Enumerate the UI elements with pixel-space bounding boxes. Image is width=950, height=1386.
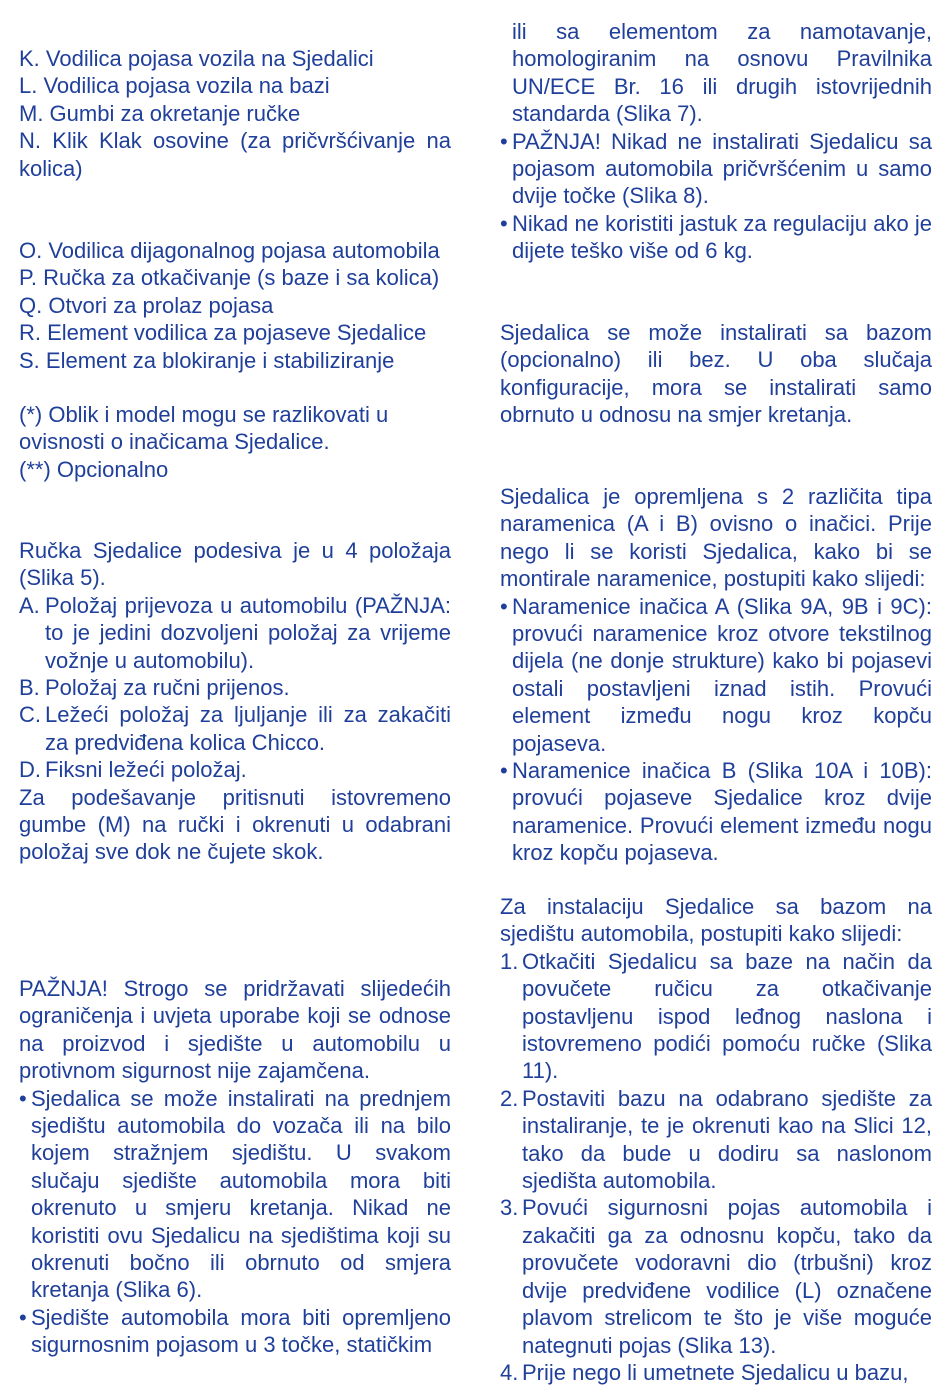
legend-item: P. Ručka za otkačivanje (s baze i sa kolica) bbox=[19, 265, 440, 291]
bullet-item bbox=[500, 593, 932, 757]
legend-list-o-s bbox=[19, 237, 451, 374]
bullet-marker: • bbox=[500, 593, 508, 619]
bullet-text: ili sa elementom za namotavanje, homologiranim na osnovu Pravilnika UN/ECE Br. 16 ili drugih istovrijednih standarda (Slika 7). bbox=[512, 19, 932, 127]
step-item bbox=[500, 1194, 932, 1358]
bullet-text: Nikad ne koristiti jastuk za regulaciju ako je dijete teško više od 6 kg. bbox=[512, 210, 932, 264]
warning-continued-section bbox=[500, 18, 932, 265]
warning-section bbox=[19, 975, 451, 1359]
list-item bbox=[19, 701, 451, 756]
bullet-text: Sjedište automobila mora biti opremljeno sigurnosnim pojasom u 3 točke, statičkim bbox=[31, 1304, 451, 1358]
list-marker: B. bbox=[19, 675, 40, 701]
bullet-item bbox=[19, 1304, 451, 1359]
handle-intro: Ručka Sjedalice podesiva je u 4 položaja (Slika 5). bbox=[19, 538, 451, 591]
straps-intro: Sjedalica je opremljena s 2 različita tipa naramenica (A i B) ovisno o inačici. Prije nego li se koristi Sjedalica, kako bi se montirale naramenice, postupiti kako slijedi: bbox=[500, 484, 932, 592]
legend-item: K. Vodilica pojasa vozila na Sjedalici bbox=[19, 46, 374, 71]
base-install-section bbox=[500, 893, 932, 1386]
legend-item: R. Element vodilica za pojaseve Sjedalice bbox=[19, 320, 427, 346]
handle-section bbox=[19, 537, 451, 866]
bullet-text: Sjedalica se može instalirati na prednjem sjedištu automobila do vozača ili na bilo kojem stražnjem sjedištu. U svakom slučaju sjedište automobila mora biti okrenuto u smjeru kretanja. Nikad ne koristiti ovu Sjedalicu na sjedištima koji su okrenuti bočno ili obrnuto od smjera kretanja (Slika 6). bbox=[31, 1085, 451, 1303]
bullet-continuation bbox=[500, 18, 932, 128]
notes bbox=[19, 401, 451, 483]
note-optional: (**) Opcionalno bbox=[19, 456, 169, 482]
bullet-text: Naramenice inačica A (Slika 9A, 9B i 9C): provući naramenice kroz otvore tekstilnog dijela (ne donje strukture) kako bi pojasevi ostali postavljeni iznad istih. Provući element između nogu kroz kopču pojaseva. bbox=[512, 593, 932, 756]
list-marker: A. bbox=[19, 592, 40, 618]
bullet-marker: • bbox=[19, 1304, 27, 1330]
legend-item: S. Element za blokiranje i stabiliziranje bbox=[19, 347, 395, 373]
step-number: 4. bbox=[500, 1359, 519, 1385]
legend-item: M. Gumbi za okretanje ručke bbox=[19, 100, 301, 126]
list-marker: C. bbox=[19, 702, 41, 728]
list-item bbox=[19, 592, 451, 674]
step-item bbox=[500, 948, 932, 1085]
bullet-item bbox=[500, 128, 932, 210]
list-text: Položaj prijevoza u automobilu (PAŽNJA: to je jedini dozvoljeni položaj za vrijeme vožnje u automobilu). bbox=[45, 592, 451, 673]
bullet-marker: • bbox=[500, 128, 508, 154]
step-text: Prije nego li umetnete Sjedalicu u bazu, bbox=[522, 1359, 909, 1385]
list-item bbox=[19, 756, 451, 783]
bullet-item bbox=[500, 210, 932, 265]
bullet-item bbox=[19, 1085, 451, 1304]
list-marker: D. bbox=[19, 757, 41, 783]
legend-item: Q. Otvori za prolaz pojasa bbox=[19, 292, 274, 318]
bullet-marker: • bbox=[500, 758, 508, 784]
note-variant: (*) Oblik i model mogu se razlikovati u ovisnosti o inačicama Sjedalice. bbox=[19, 402, 389, 455]
base-intro: Za instalaciju Sjedalice sa bazom na sjedištu automobila, postupiti kako slijedi: bbox=[500, 894, 932, 947]
straps-section bbox=[500, 483, 932, 867]
list-item bbox=[19, 674, 451, 701]
step-number: 2. bbox=[500, 1085, 519, 1111]
step-item bbox=[500, 1085, 932, 1195]
legend-item: O. Vodilica dijagonalnog pojasa automobila bbox=[19, 238, 440, 263]
legend-item: L. Vodilica pojasa vozila na bazi bbox=[19, 73, 330, 99]
step-text: Otkačiti Sjedalicu sa baze na način da povučete ručicu za otkačivanje postavljenu ispod leđnog naslona i istovremeno podići pomoću ručke (Slika 11). bbox=[522, 948, 932, 1084]
handle-adjust-text: Za podešavanje pritisnuti istovremeno gumbe (M) na ručki i okrenuti u odabrani položaj sve dok ne čujete skok. bbox=[19, 784, 451, 865]
warning-intro: PAŽNJA! Strogo se pridržavati slijedećih ograničenja i uvjeta uporabe koji se odnose na proizvod i sjedište u automobilu u protivnom sigurnost nije zajamčena. bbox=[19, 976, 451, 1084]
bullet-marker: • bbox=[500, 210, 508, 236]
install-paragraph bbox=[500, 319, 932, 429]
legend-item: N. Klik Klak osovine (za pričvršćivanje na kolica) bbox=[19, 128, 451, 181]
bullet-text: Naramenice inačica B (Slika 10A i 10B): provući pojaseve Sjedalice kroz dvije naramenice. Provući element između nogu kroz kopču pojaseva. bbox=[512, 758, 932, 866]
step-item bbox=[500, 1359, 932, 1386]
legend-list-k-n bbox=[19, 45, 451, 182]
step-text: Povući sigurnosni pojas automobila i zakačiti ga za odnosnu kopču, tako da provučete vodoravni dio (trbušni) kroz dvije predviđene vodilice (L) označene plavom strelicom te što je više moguće nategnuti pojas (Slika 13). bbox=[522, 1195, 932, 1358]
bullet-item bbox=[500, 757, 932, 867]
bullet-text: PAŽNJA! Nikad ne instalirati Sjedalicu sa pojasom automobila pričvršćenim u samo dvije točke (Slika 8). bbox=[512, 128, 932, 209]
list-text: Ležeći položaj za ljuljanje ili za zakačiti za predviđena kolica Chicco. bbox=[45, 702, 451, 755]
install-text: Sjedalica se može instalirati sa bazom (opcionalno) ili bez. U oba slučaja konfiguracije, mora se instalirati samo obrnuto u odnosu na smjer kretanja. bbox=[500, 320, 932, 428]
step-number: 3. bbox=[500, 1195, 519, 1221]
list-text: Fiksni ležeći položaj. bbox=[45, 757, 247, 783]
step-text: Postaviti bazu na odabrano sjedište za instaliranje, te je okrenuti kao na Slici 12, tako da bude u dodiru sa naslonom sjedišta automobila. bbox=[522, 1085, 932, 1194]
step-number: 1. bbox=[500, 948, 519, 974]
list-text: Položaj za ručni prijenos. bbox=[45, 675, 290, 701]
bullet-marker: • bbox=[19, 1085, 27, 1111]
